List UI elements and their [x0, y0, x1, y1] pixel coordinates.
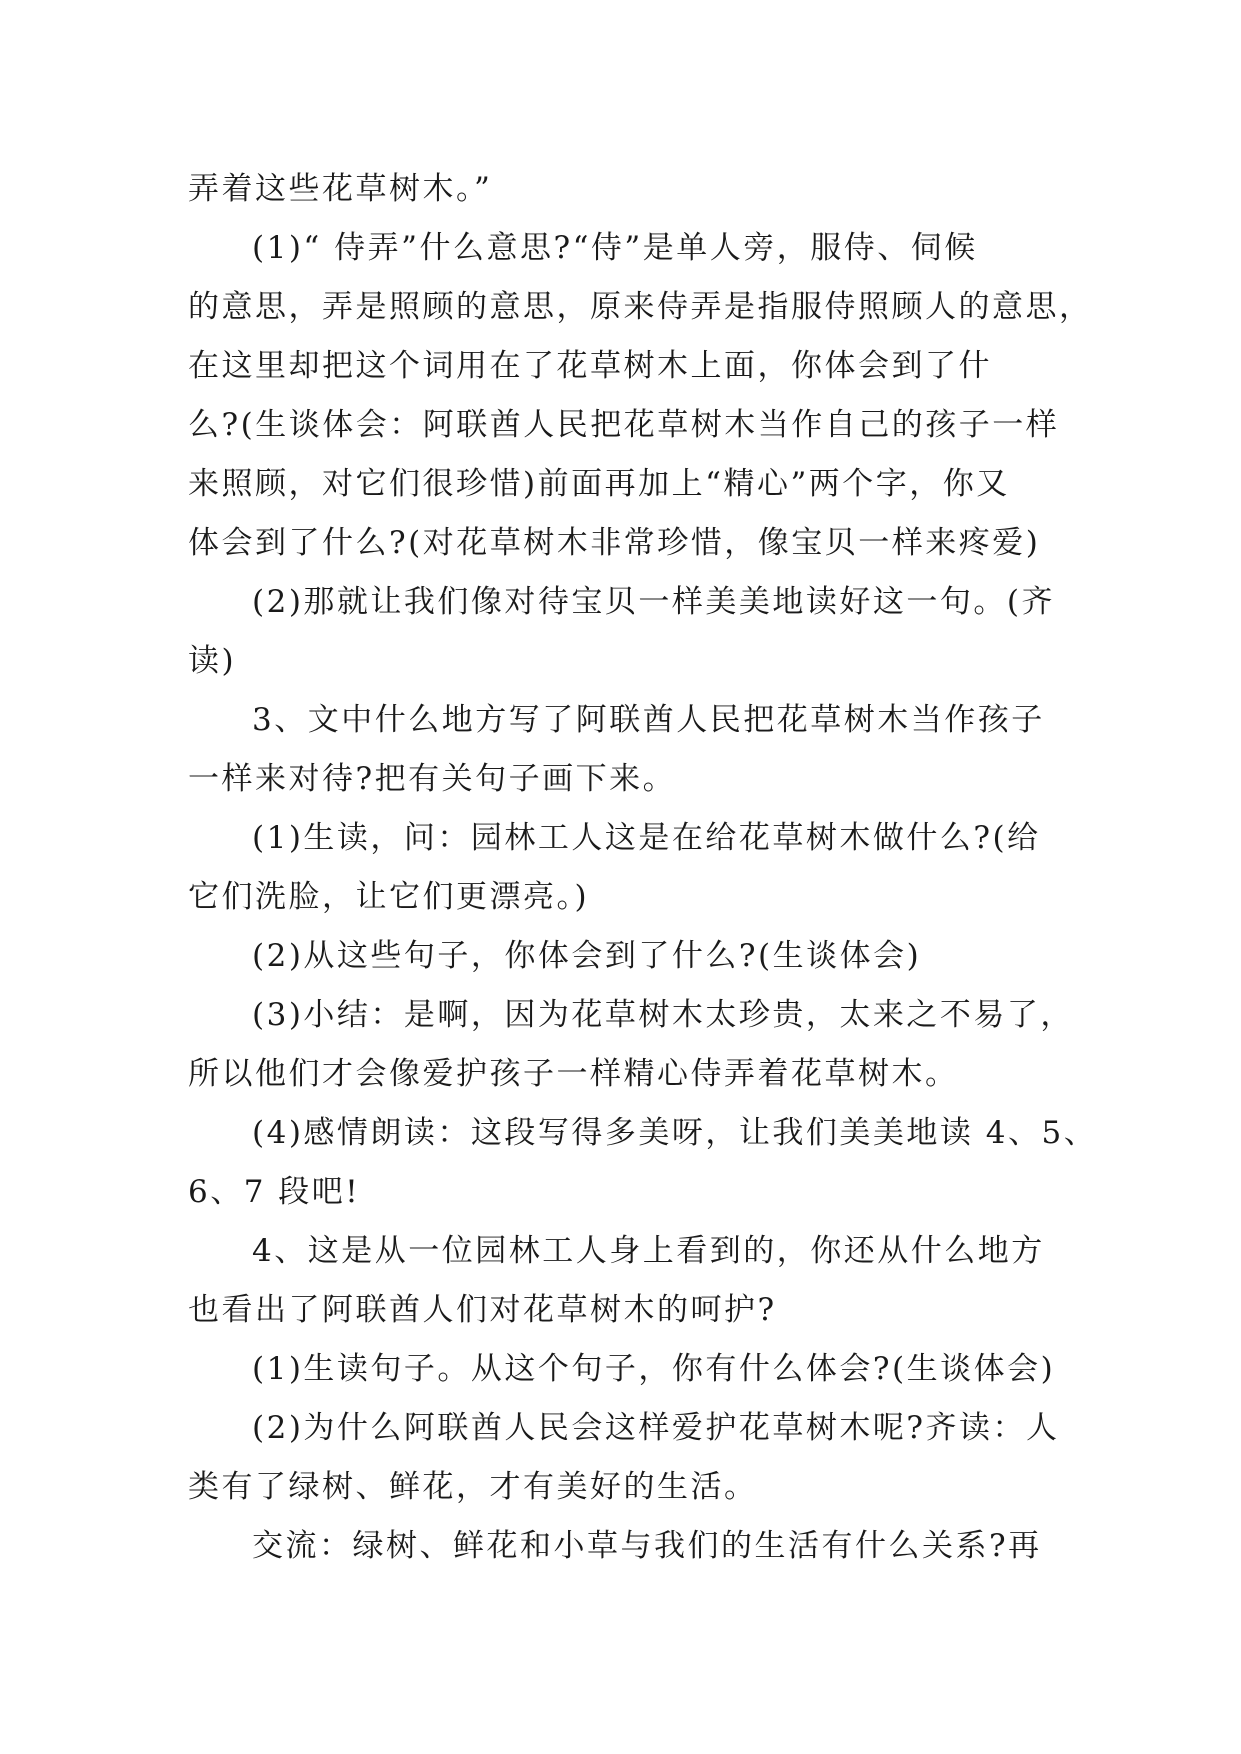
text-line: (1)“ 侍弄”什么意思?“侍”是单人旁，服侍、伺候 [252, 230, 978, 266]
text-line: 6、7 段吧! [188, 1174, 361, 1210]
text-line: 体会到了什么?(对花草树木非常珍惜，像宝贝一样来疼爱) [188, 525, 1041, 561]
text-line: (3)小结：是啊，因为花草树木太珍贵，太来之不易了， [252, 997, 1074, 1033]
text-line: 4、这是从一位园林工人身上看到的，你还从什么地方 [252, 1233, 1045, 1269]
text-line: 交流：绿树、鲜花和小草与我们的生活有什么关系?再 [252, 1528, 1042, 1564]
text-line: (1)生读句子。从这个句子，你有什么体会?(生谈体会) [252, 1351, 1056, 1387]
text-line: (2)从这些句子，你体会到了什么?(生谈体会) [252, 938, 922, 974]
text-line: 的意思，弄是照顾的意思，原来侍弄是指服侍照顾人的意思， [188, 289, 1093, 325]
text-line: 弄着这些花草树木。” [188, 171, 493, 207]
document-body [188, 160, 1098, 1576]
text-line: 它们洗脸，让它们更漂亮。) [188, 879, 590, 915]
text-line: 也看出了阿联酋人们对花草树木的呵护? [188, 1292, 777, 1328]
text-line: 在这里却把这个词用在了花草树木上面，你体会到了什 [188, 348, 992, 384]
text-line: 么?(生谈体会：阿联酋人民把花草树木当作自己的孩子一样 [188, 407, 1060, 443]
text-line: 类有了绿树、鲜花，才有美好的生活。 [188, 1469, 758, 1505]
text-line: (4)感情朗读：这段写得多美呀，让我们美美地读 4、5、 [252, 1115, 1098, 1151]
text-line: 所以他们才会像爱护孩子一样精心侍弄着花草树木。 [188, 1056, 959, 1092]
text-line: 来照顾，对它们很珍惜)前面再加上“精心”两个字，你又 [188, 466, 1010, 502]
text-line: (1)生读，问：园林工人这是在给花草树木做什么?(给 [252, 820, 1041, 856]
text-line: 读) [188, 643, 237, 679]
text-line: (2)为什么阿联酋人民会这样爱护花草树木呢?齐读：人 [252, 1410, 1060, 1446]
text-line: 一样来对待?把有关句子画下来。 [188, 761, 677, 797]
text-line: 3、文中什么地方写了阿联酋人民把花草树木当作孩子 [252, 702, 1045, 738]
text-line: (2)那就让我们像对待宝贝一样美美地读好这一句。(齐 [252, 584, 1056, 620]
